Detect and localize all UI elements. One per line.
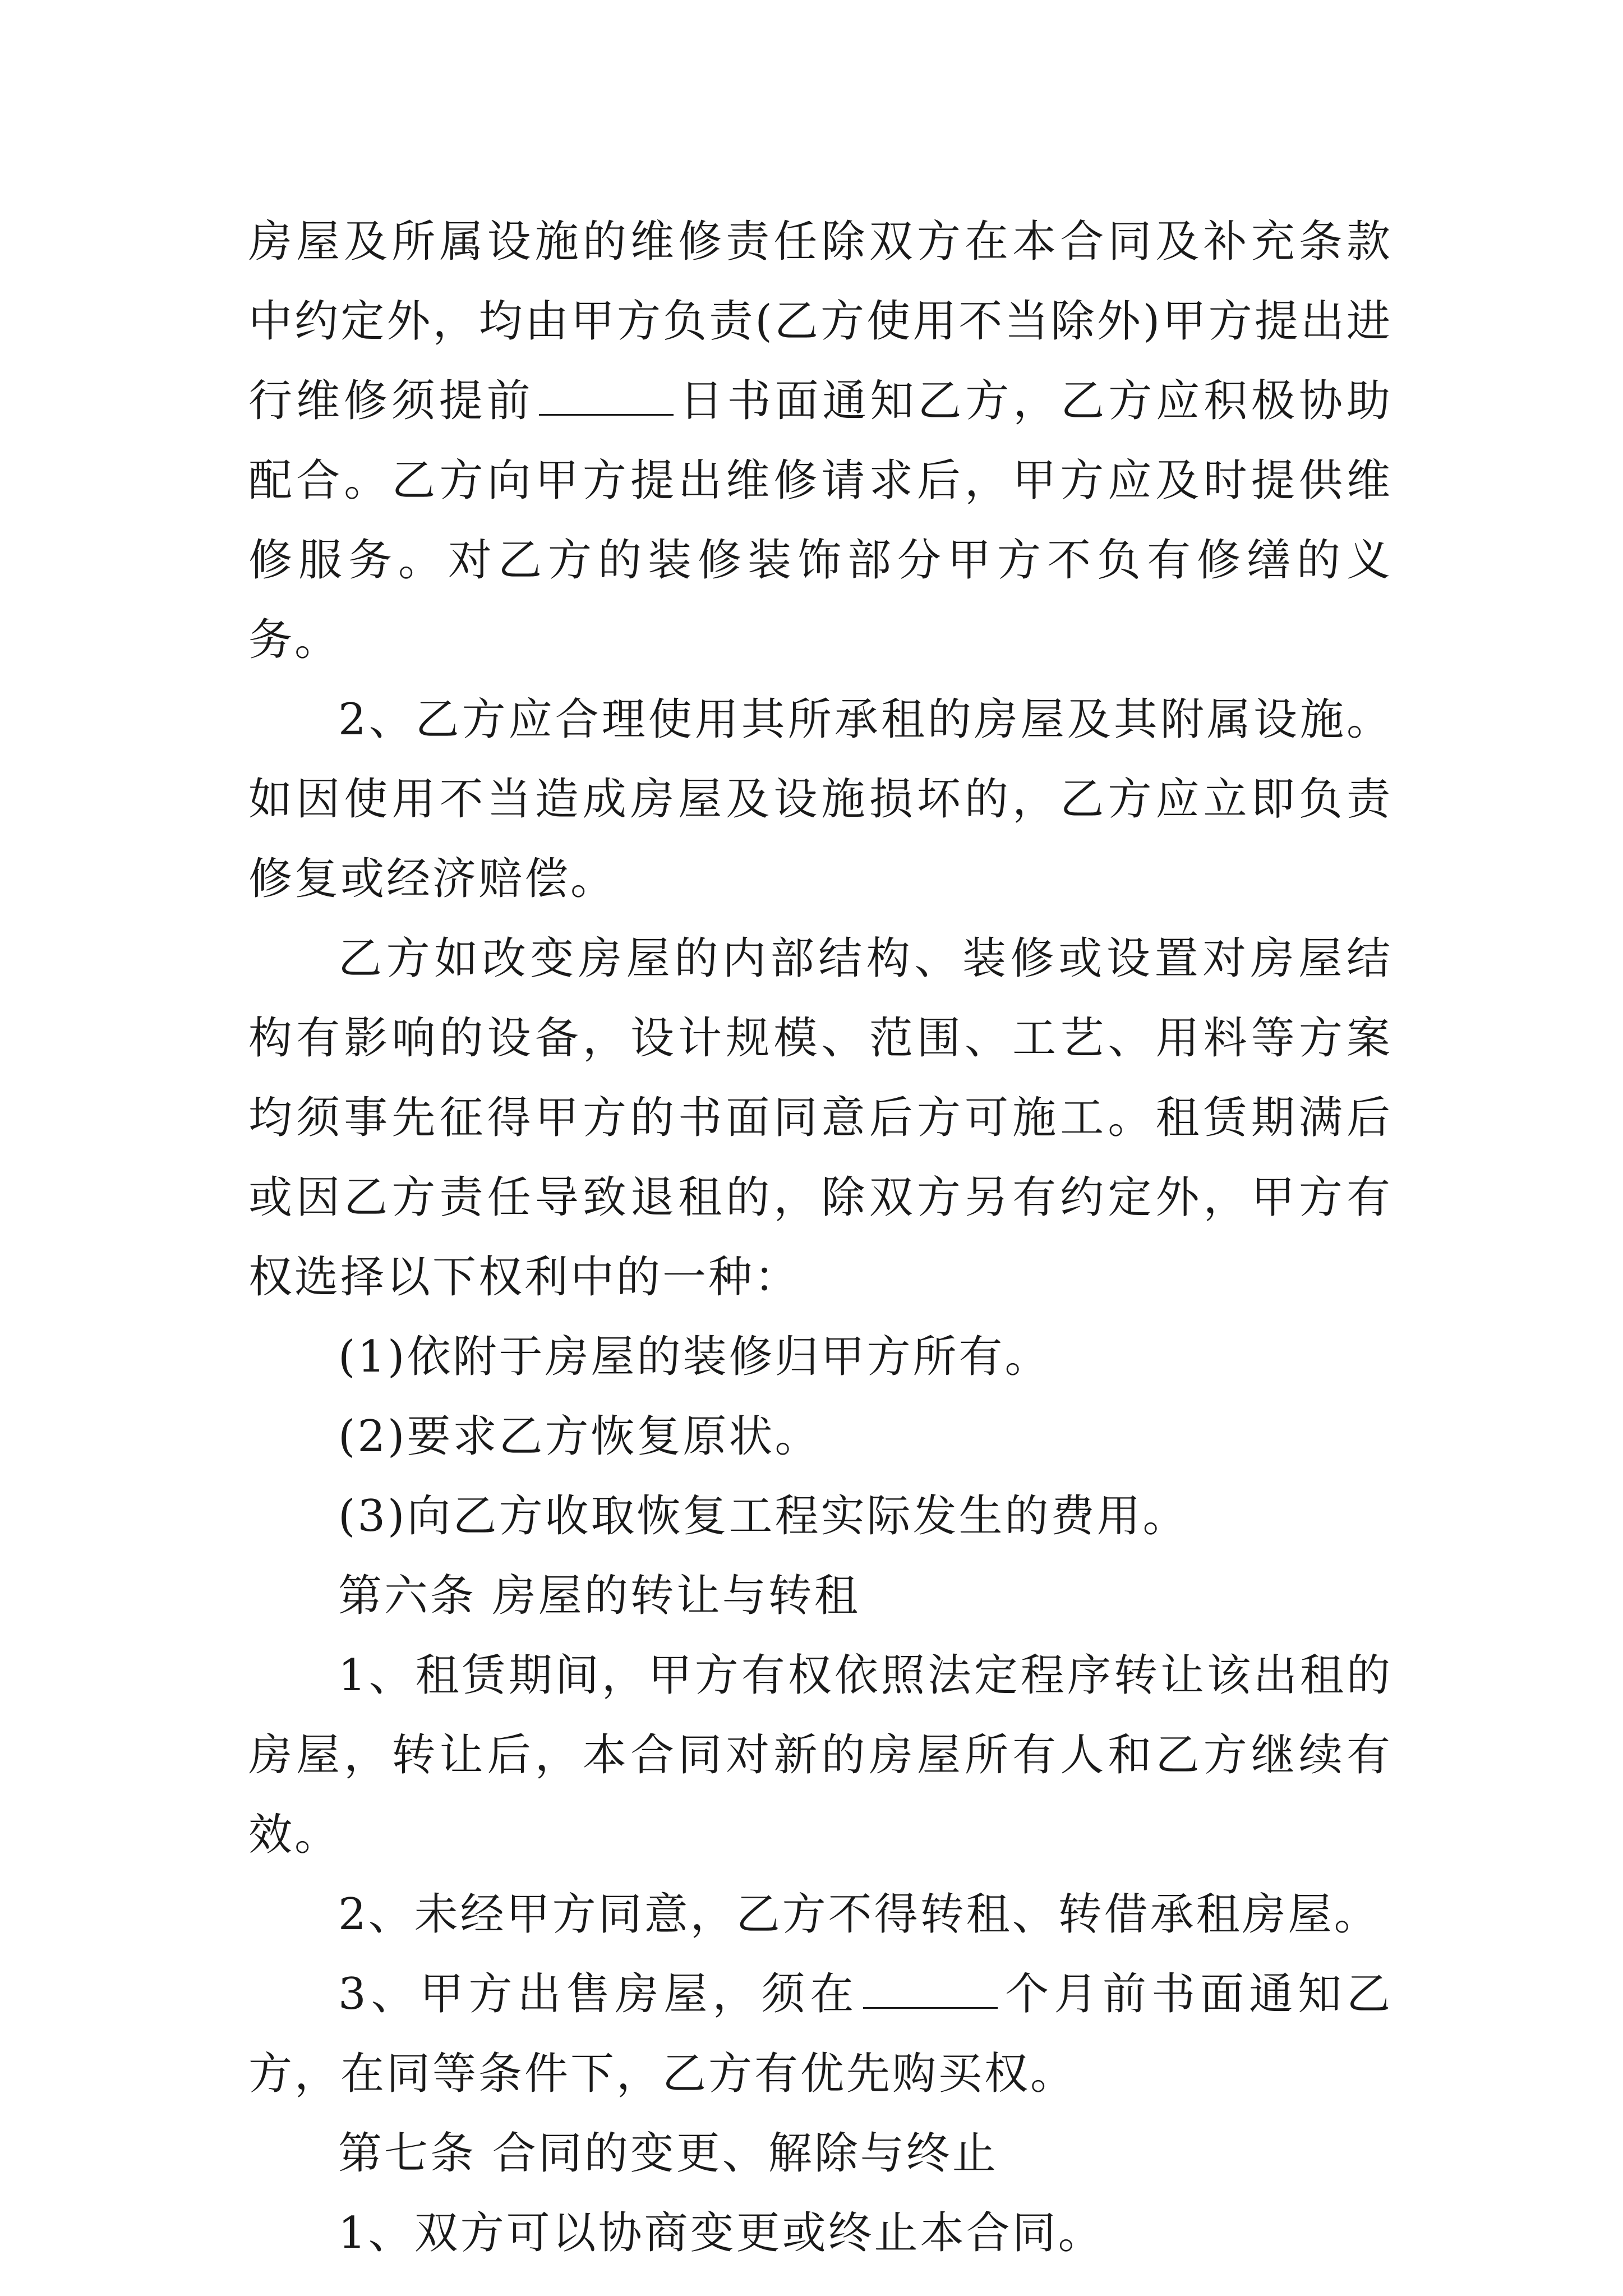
paragraph-option-1 — [248, 1317, 1393, 1397]
paragraph-renovation — [248, 919, 1393, 1317]
paragraph-transfer-3 — [248, 1954, 1393, 2114]
paragraph-text: 乙方如改变房屋的内部结构、装修或设置对房屋结构有影响的设备，设计规模、范围、工艺、用料等方案均须事先征得甲方的书面同意后方可施工。租赁期满后或因乙方责任导致退租的，除双方另有约定外，甲方有权选择以下权利中的一种： — [248, 933, 1393, 1303]
heading-text: 第七条 合同的变更、解除与终止 — [338, 2128, 998, 2179]
paragraph-text: 个月前书面通知乙方，在同等条件下，乙方有优先购买权。 — [248, 1969, 1393, 2099]
fill-in-blank-days — [539, 375, 674, 416]
paragraph-option-3 — [248, 1476, 1393, 1556]
paragraph-text: 日书面通知乙方，乙方应积极协助配合。乙方向甲方提出维修请求后，甲方应及时提供维修服务。对乙方的装修装饰部分甲方不负有修缮的义务。 — [248, 376, 1393, 665]
paragraph-text: 3、甲方出售房屋，须在 — [338, 1969, 859, 2019]
paragraph-clause-2 — [248, 680, 1393, 919]
document-body — [248, 202, 1393, 2273]
section-heading-article-7 — [248, 2114, 1393, 2193]
paragraph-text: 1、双方可以协商变更或终止本合同。 — [338, 2208, 1104, 2258]
paragraph-text: (3)向乙方收取恢复工程实际发生的费用。 — [338, 1491, 1189, 1542]
paragraph-transfer-1 — [248, 1636, 1393, 1875]
paragraph-text: (2)要求乙方恢复原状。 — [338, 1411, 821, 1462]
paragraph-text: 1、租赁期间，甲方有权依照法定程序转让该出租的房屋，转让后，本合同对新的房屋所有人和乙方继续有效。 — [248, 1650, 1393, 1860]
paragraph-option-2 — [248, 1397, 1393, 1476]
paragraph-text: (1)依附于房屋的装修归甲方所有。 — [338, 1332, 1051, 1382]
paragraph-maintenance — [248, 202, 1393, 680]
section-heading-article-6 — [248, 1556, 1393, 1636]
paragraph-change-1 — [248, 2193, 1393, 2273]
paragraph-text: 2、乙方应合理使用其所承租的房屋及其附属设施。如因使用不当造成房屋及设施损坏的，乙方应立即负责修复或经济赔偿。 — [248, 694, 1393, 904]
paragraph-transfer-2 — [248, 1875, 1393, 1954]
fill-in-blank-months — [863, 1968, 998, 2009]
paragraph-text: 房屋及所属设施的维修责任除双方在本合同及补充条款中约定外，均由甲方负责(乙方使用不当除外)甲方提出进行维修须提前 — [248, 217, 1393, 426]
paragraph-text: 2、未经甲方同意，乙方不得转租、转借承租房屋。 — [338, 1889, 1380, 1940]
heading-text: 第六条 房屋的转让与转租 — [338, 1571, 860, 1621]
